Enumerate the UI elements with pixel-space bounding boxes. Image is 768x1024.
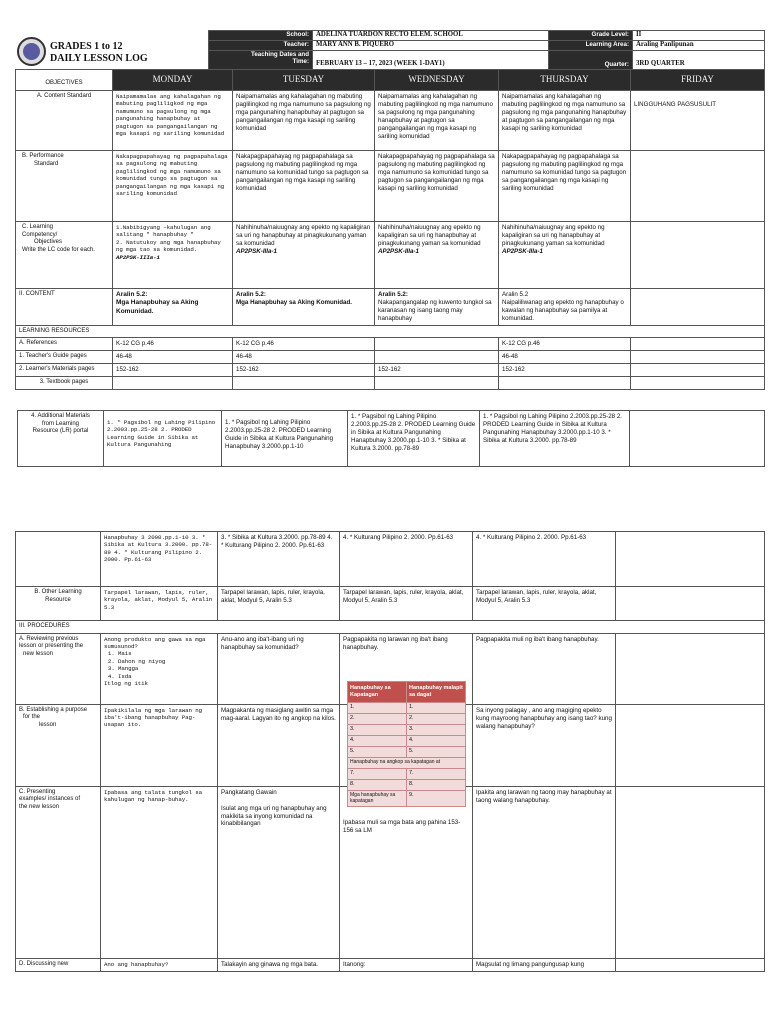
- label-comp-2: Competency/: [22, 231, 58, 238]
- comp-wed-code: AP2PSK-IIIa-1: [378, 247, 419, 255]
- label-purpose-3: lesson: [39, 722, 57, 729]
- other-wed: Tarpapel larawan, lapis, ruler, krayola, aklat, Modyul 5, Aralin 5.3: [340, 587, 473, 621]
- lm-wed: 152-162: [375, 364, 499, 377]
- dll-table-addl: [17, 410, 765, 467]
- label-procedures: III. PROCEDURES: [16, 621, 765, 634]
- overlay-cell: 3.: [348, 725, 407, 736]
- label-textbook: 3. Textbook pages: [16, 377, 113, 390]
- row-discussing: [16, 958, 765, 971]
- discuss-wed: Itanong:: [340, 958, 473, 971]
- cont-mon: Hanapbuhay 3 2000.pp.1-10 3. * Sibika at Kultura 3.2000. pp.78-89 4. * Kulturang Pilipino 2. 2000. Pp.61-63: [101, 532, 218, 587]
- content-tue-2: Mga Hanapbuhay sa Aking Komunidad.: [236, 298, 352, 306]
- tg-tue: 46-48: [233, 351, 375, 364]
- present-wed: Ipabasa muli sa mga bata ang pahina 153-156 sa LM: [340, 786, 473, 958]
- overlay-cell: 8.: [348, 780, 407, 791]
- comp-tue-code: AP2PSK-IIIa-1: [236, 247, 277, 255]
- review-thu: Pagpapakita muli ng iba't ibang hanapbuhay.: [473, 633, 616, 704]
- content-tue-1: Aralin 5.2:: [236, 291, 266, 298]
- list-item: 3. Mangga: [118, 665, 214, 672]
- cont-wed: 4. * Kulturang Pilipino 2. 2000. Pp.61-63: [340, 532, 473, 587]
- cell-cs-tue: Naipamamalas ang kahalagahan ng mabuting paglilingkod ng mga namumuno sa pagsulong ng mga pangunahing hanapbuhay at pagtugon sa pangangailangan ng mga kasapi ng sariling komunidad: [233, 91, 375, 151]
- comp-mon-1: 1.Nabibigyang –kahulugan ang salitang " hanapbuhay ": [116, 224, 211, 239]
- list-item: 4. Isda: [118, 673, 214, 680]
- label-present-2: examples/ instances of: [19, 796, 81, 803]
- other-tue: Tarpapel larawan, lapis, ruler, krayola, aklat, Modyul 5, Aralin 5.3: [218, 587, 340, 621]
- row-performance-standard: [16, 151, 765, 222]
- label-addl-2: from Learning: [41, 420, 80, 427]
- comp-thu: Nahihinuha/naiuugnay ang epekto ng kapaligiran sa uri ng hanapbuhay at pinagkukunang yaman sa komunidad: [502, 224, 605, 247]
- overlay-cell: 7.: [348, 769, 407, 780]
- label-perf-2: Standard: [34, 160, 59, 167]
- overlay-cell: 4.: [348, 736, 407, 747]
- overlay-cell: 5.: [407, 747, 466, 758]
- overlay-cell: 8.: [407, 780, 466, 791]
- present-thu: Ipakita ang larawan ng taong may hanapbuhay at taong walang hanapbuhay.: [473, 786, 616, 958]
- label-references: A. References: [16, 338, 113, 351]
- overlay-cell: 2.: [407, 714, 466, 725]
- grade-label: Grade Level:: [549, 31, 633, 41]
- row-additional-materials: [18, 411, 765, 467]
- lm-mon: 152-162: [113, 364, 233, 377]
- addl-wed: 1. * Pagsibol ng Lahing Pilipino 2.2003.pp.25-28 2. PRODED Learning Guide in Sibika at Kultura Pangunahing Hanapbuhay 3.2000.pp.1-10 3. * Sibika at Kultura 3.2000. pp.78-89: [348, 411, 480, 467]
- label-content: II. CONTENT: [16, 289, 113, 326]
- area-value: Araling Panlipunan: [633, 41, 765, 51]
- comp-mon-2: 2. Natutukoy ang mga hanapbuhay ng mga tao sa komunidad.: [116, 238, 221, 254]
- discuss-thu: Magsulat ng limang pangungusap kung: [473, 958, 616, 971]
- day-monday: MONDAY: [113, 70, 233, 91]
- row-content: [16, 289, 765, 326]
- ref-mon: K-12 CG p.46: [113, 338, 233, 351]
- row-teachers-guide: [16, 351, 765, 364]
- overlay-cell: 2.: [348, 714, 407, 725]
- cell-ps-mon: Nakapagpapahayag ng pagpapahalaga sa pagsulong ng mabuting paglilingkod ng mga namumuno sa komunidad tungo sa pagtugon sa pangangailangan ng mga kasapi ng sariling komunidad: [113, 151, 233, 222]
- overlay-header-kapatagan: Hanapbuhay sa Kapatagan: [348, 682, 407, 703]
- label-tg: 1. Teacher's Guide pages: [16, 351, 113, 364]
- label-addl-1: 4. Additional Materials: [31, 413, 90, 419]
- purpose-mon: Ipakikilala ng mga larawan ng iba't-ibang hanapbuhay Pag-usapan ito.: [101, 704, 218, 786]
- overlay-cell: 7.: [407, 769, 466, 780]
- overlay-cell: 9.: [407, 791, 466, 807]
- quarter-value: 3RD QUARTER: [633, 51, 765, 70]
- list-item: 2. Dahon ng niyog: [118, 658, 214, 665]
- overlay-header-dagat: Hanapbuhay malapit sa dagat: [407, 682, 466, 703]
- label-purpose-2: for the: [23, 714, 41, 721]
- content-thu-2: Naipaliliwanag ang epekto ng hanapbuhay o kawalan ng hanapbuhay sa pamilya at komunidad.: [502, 298, 624, 322]
- teacher-label: Teacher:: [209, 41, 313, 51]
- label-review-2: lesson or presenting the: [19, 643, 84, 650]
- ref-tue: K-12 CG p.46: [233, 338, 375, 351]
- day-tuesday: TUESDAY: [233, 70, 375, 91]
- review-mon-question: Anong produkto ang gawa sa mga sumusunod?: [104, 635, 206, 651]
- cont-thu: 4. * Kulturang Pilipino 2. 2000. Pp.61-63: [473, 532, 616, 587]
- label-comp-4: Write the LC code for each.: [22, 247, 95, 254]
- dll-table-page1: [15, 69, 765, 390]
- row-learners-materials: [16, 364, 765, 377]
- comp-thu-code: AP2PSK-IIIa-1: [502, 247, 543, 255]
- row-addl-continued: [16, 532, 765, 587]
- tg-mon: 46-48: [113, 351, 233, 364]
- content-thu-1: Aralin 5.2: [502, 291, 529, 298]
- day-friday: FRIDAY: [631, 70, 765, 91]
- deped-logo: [17, 37, 46, 66]
- label-comp-1: C. Learning: [22, 224, 54, 230]
- overlay-cell: 1.: [407, 703, 466, 714]
- comp-wed: Nahihinuha/naiuugnay ang epekto ng kapaligiran sa uri ng hanapbuhay at pinagkukunang yaman sa komunidad: [378, 224, 481, 247]
- header-info-table: [208, 30, 765, 70]
- cont-tue: 3. * Sibika at Kultura 3.2000. pp.78-89 4. * Kulturang Pilipino 2. 2000. Pp.61-63: [218, 532, 340, 587]
- content-mon-2: Mga Hanapbuhay sa Aking Komunidad.: [116, 299, 199, 315]
- overlay-cell: 1.: [348, 703, 407, 714]
- day-wednesday: WEDNESDAY: [375, 70, 499, 91]
- time-label: Time:: [292, 58, 309, 66]
- purpose-thu: Sa inyong palagay , ano ang magiging epekto kung mayroong hanapbuhay ang isang tao? kung walang hanapbuhay?: [473, 704, 616, 786]
- label-discuss: D. Discussing new: [16, 958, 101, 971]
- present-tue-1: Pangkatang Gawain: [221, 788, 277, 796]
- review-mon-extra: Itlog ng itik: [104, 680, 148, 688]
- doc-title-grades: GRADES 1 to 12: [50, 41, 123, 52]
- cell-ps-thu: Nakapagpapahayag ng pagpapahalaga sa pagsulong ng mabuting paglilingkod ng mga namumuno sa komunidad tungo sa pagtugon sa pangangailangan ng mga kasapi ng sariling komunidad: [499, 151, 631, 222]
- label-present-3: the new lesson: [19, 804, 60, 811]
- label-perf-1: B. Performance: [22, 153, 64, 159]
- other-thu: Tarpapel larawan, lapis, ruler, krayola, aklat, Modyul 5, Aralin 5.3: [473, 587, 616, 621]
- overlay-cell: 5.: [348, 747, 407, 758]
- school-label: School:: [209, 31, 313, 41]
- day-thursday: THURSDAY: [499, 70, 631, 91]
- overlay-cell: 4.: [407, 736, 466, 747]
- quarter-label: Quarter:: [549, 51, 633, 70]
- cell-cs-fri: LINGGUHANG PAGSUSULIT: [631, 91, 765, 151]
- label-purpose-1: B. Establishing a purpose: [19, 706, 88, 713]
- row-textbook: [16, 377, 765, 390]
- school-value: ADELINA TUARDON RECTO ELEM. SCHOOL: [313, 31, 549, 41]
- row-competency: [16, 222, 765, 289]
- grade-value: II: [633, 31, 765, 41]
- area-label: Learning Area:: [549, 41, 633, 51]
- discuss-mon: Ano ang hanapbuhay?: [101, 958, 218, 971]
- comp-mon-code: AP2PSK-IIIa-1: [116, 253, 160, 261]
- list-item: 1. Mais: [118, 650, 214, 657]
- content-wed-2: Nakapangangalap ng kuwento tungkol sa karanasan ng isang taong may hanapbuhay: [378, 298, 492, 322]
- review-wed: Pagpapakita ng larawan ng iba't ibang hanapbuhay.: [340, 633, 473, 704]
- content-mon-1: Aralin 5.2:: [116, 291, 148, 298]
- overlay-footer-2: Hanapbuhay na angkop sa kapatagan at: [348, 758, 466, 769]
- objectives-header: OBJECTIVES: [16, 70, 113, 91]
- lm-thu: 152-162: [499, 364, 631, 377]
- hanapbuhay-overlay-table: [347, 681, 465, 807]
- label-learning-resources: LEARNING RESOURCES: [16, 325, 765, 338]
- addl-mon: 1. * Pagsibol ng Lahing Pilipino 2.2003.pp.25-28 2. PRODED Learning Guide in Sibika at Kultura Pangunahing: [104, 411, 222, 467]
- row-other-resources: [16, 587, 765, 621]
- lm-tue: 152-162: [233, 364, 375, 377]
- dates-value: FEBRUARY 13 – 17, 2023 (WEEK 1-DAY1): [313, 51, 549, 70]
- purpose-tue: Magpakanta ng masiglang awitin sa mga mag-aaral. Lagyan ito ng angkop na kilos.: [218, 704, 340, 786]
- present-mon: Ipabasa ang talata tungkol sa kahulugan ng hanap-buhay.: [101, 786, 218, 958]
- content-wed-1: Aralin 5.2:: [378, 291, 408, 298]
- label-other-2: Resource: [45, 596, 71, 603]
- present-tue-2: Isulat ang mga uri ng hanapbuhay ang makikita sa inyong komunidad na kinabibilangan: [221, 804, 327, 828]
- cell-cs-thu: Naipamamalas ang kahalagahan ng mabuting paglilingkod ng mga namumuno sa pagsulong ng mga pangunahing hanapbuhay at pagtugon sa pangangailangan ng mga kasapi ng sariling komunidad: [499, 91, 631, 151]
- review-mon-list: [104, 650, 214, 680]
- tg-thu: 46-48: [499, 351, 631, 364]
- label-present-1: C. Presenting: [19, 788, 56, 795]
- ref-thu: K-12 CG p.46: [499, 338, 631, 351]
- addl-tue: 1. * Pagsibol ng Lahing Pilipino 2.2003.pp.25-28 2. PRODED Learning Guide in Sibika at Kultura Pangunahing Hanapbuhay 3.2000.pp.1-10: [222, 411, 348, 467]
- cell-cs-mon: Naipamamalas ang kahalagahan ng mabuting pagliligkod ng mga namumuno sa pagsulong ng mga pangunahing hanapbuhay at pagtugon sa pangangailangan ng mga kasapi ng sariling komunidad: [113, 91, 233, 151]
- overlay-footer-1: Mga hanapbuhay sa kapatagan: [348, 791, 407, 807]
- discuss-tue: Talakayin ang ginawa ng mga bata.: [218, 958, 340, 971]
- teacher-value: MARY ANN B. PIQUERO: [313, 41, 549, 51]
- cell-ps-wed: Nakapagpapahayag ng pagpapahalaga sa pagsulong ng mabuting paglilingkod ng mga namumuno sa komunidad tungo sa pagtugon sa pangangailangan ng mga kasapi ng sariling komunidad: [375, 151, 499, 222]
- doc-title-dll: DAILY LESSON LOG: [50, 53, 148, 64]
- cell-cs-wed: Naipamamalas ang kahalagahan ng mabuting paglilingkod ng mga namumuno sa pagsulong ng mga pangunahing hanapbuhay at pagtugon sa pangangailangan ng mga kasapi ng sariling komunidad: [375, 91, 499, 151]
- row-references: [16, 338, 765, 351]
- label-review-3: new lesson: [23, 651, 54, 658]
- row-presenting: [16, 786, 765, 958]
- overlay-cell: 3.: [407, 725, 466, 736]
- label-lm: 2. Learner's Materials pages: [16, 364, 113, 377]
- label-comp-3: Objectives: [34, 239, 63, 246]
- addl-thu: 1. * Pagsibol ng Lahing Pilipino 2.2003.pp.25-28 2. PRODED Learning Guide in Sibika at Kultura Pangunahing Hanapbuhay 3.2000.pp.1-10 3. * Sibika at Kultura 3.2000. pp.78-89: [480, 411, 630, 467]
- label-addl-3: Resource (LR) portal: [32, 428, 89, 435]
- review-tue: Anu-ano ang iba't-ibang uri ng hanapbuhay sa komunidad?: [218, 633, 340, 704]
- other-mon: Tarpapel larawan, lapis, ruler, krayola, aklat, Modyul 5, Aralin 5.3: [101, 587, 218, 621]
- cell-ps-tue: Nakapagpapahayag ng pagpapahalaga sa pagsulong ng mabuting paglilingkod ng mga namumuno sa komunidad tungo sa pagtugon sa pangangailangan ng mga kasapi ng sariling komunidad: [233, 151, 375, 222]
- label-other-1: B. Other Learning: [34, 589, 82, 595]
- label-content-standard: A. Content Standard: [16, 91, 113, 151]
- row-content-standard: [16, 91, 765, 151]
- dates-label: Teaching Dates and: [251, 51, 309, 58]
- comp-tue: Nahihinuha/naiuugnay ang epekto ng kapaligiran sa uri ng hanapbuhay at pinagkukunang yaman sa komunidad: [236, 224, 371, 247]
- label-review-1: A. Reviewing previous: [19, 635, 79, 642]
